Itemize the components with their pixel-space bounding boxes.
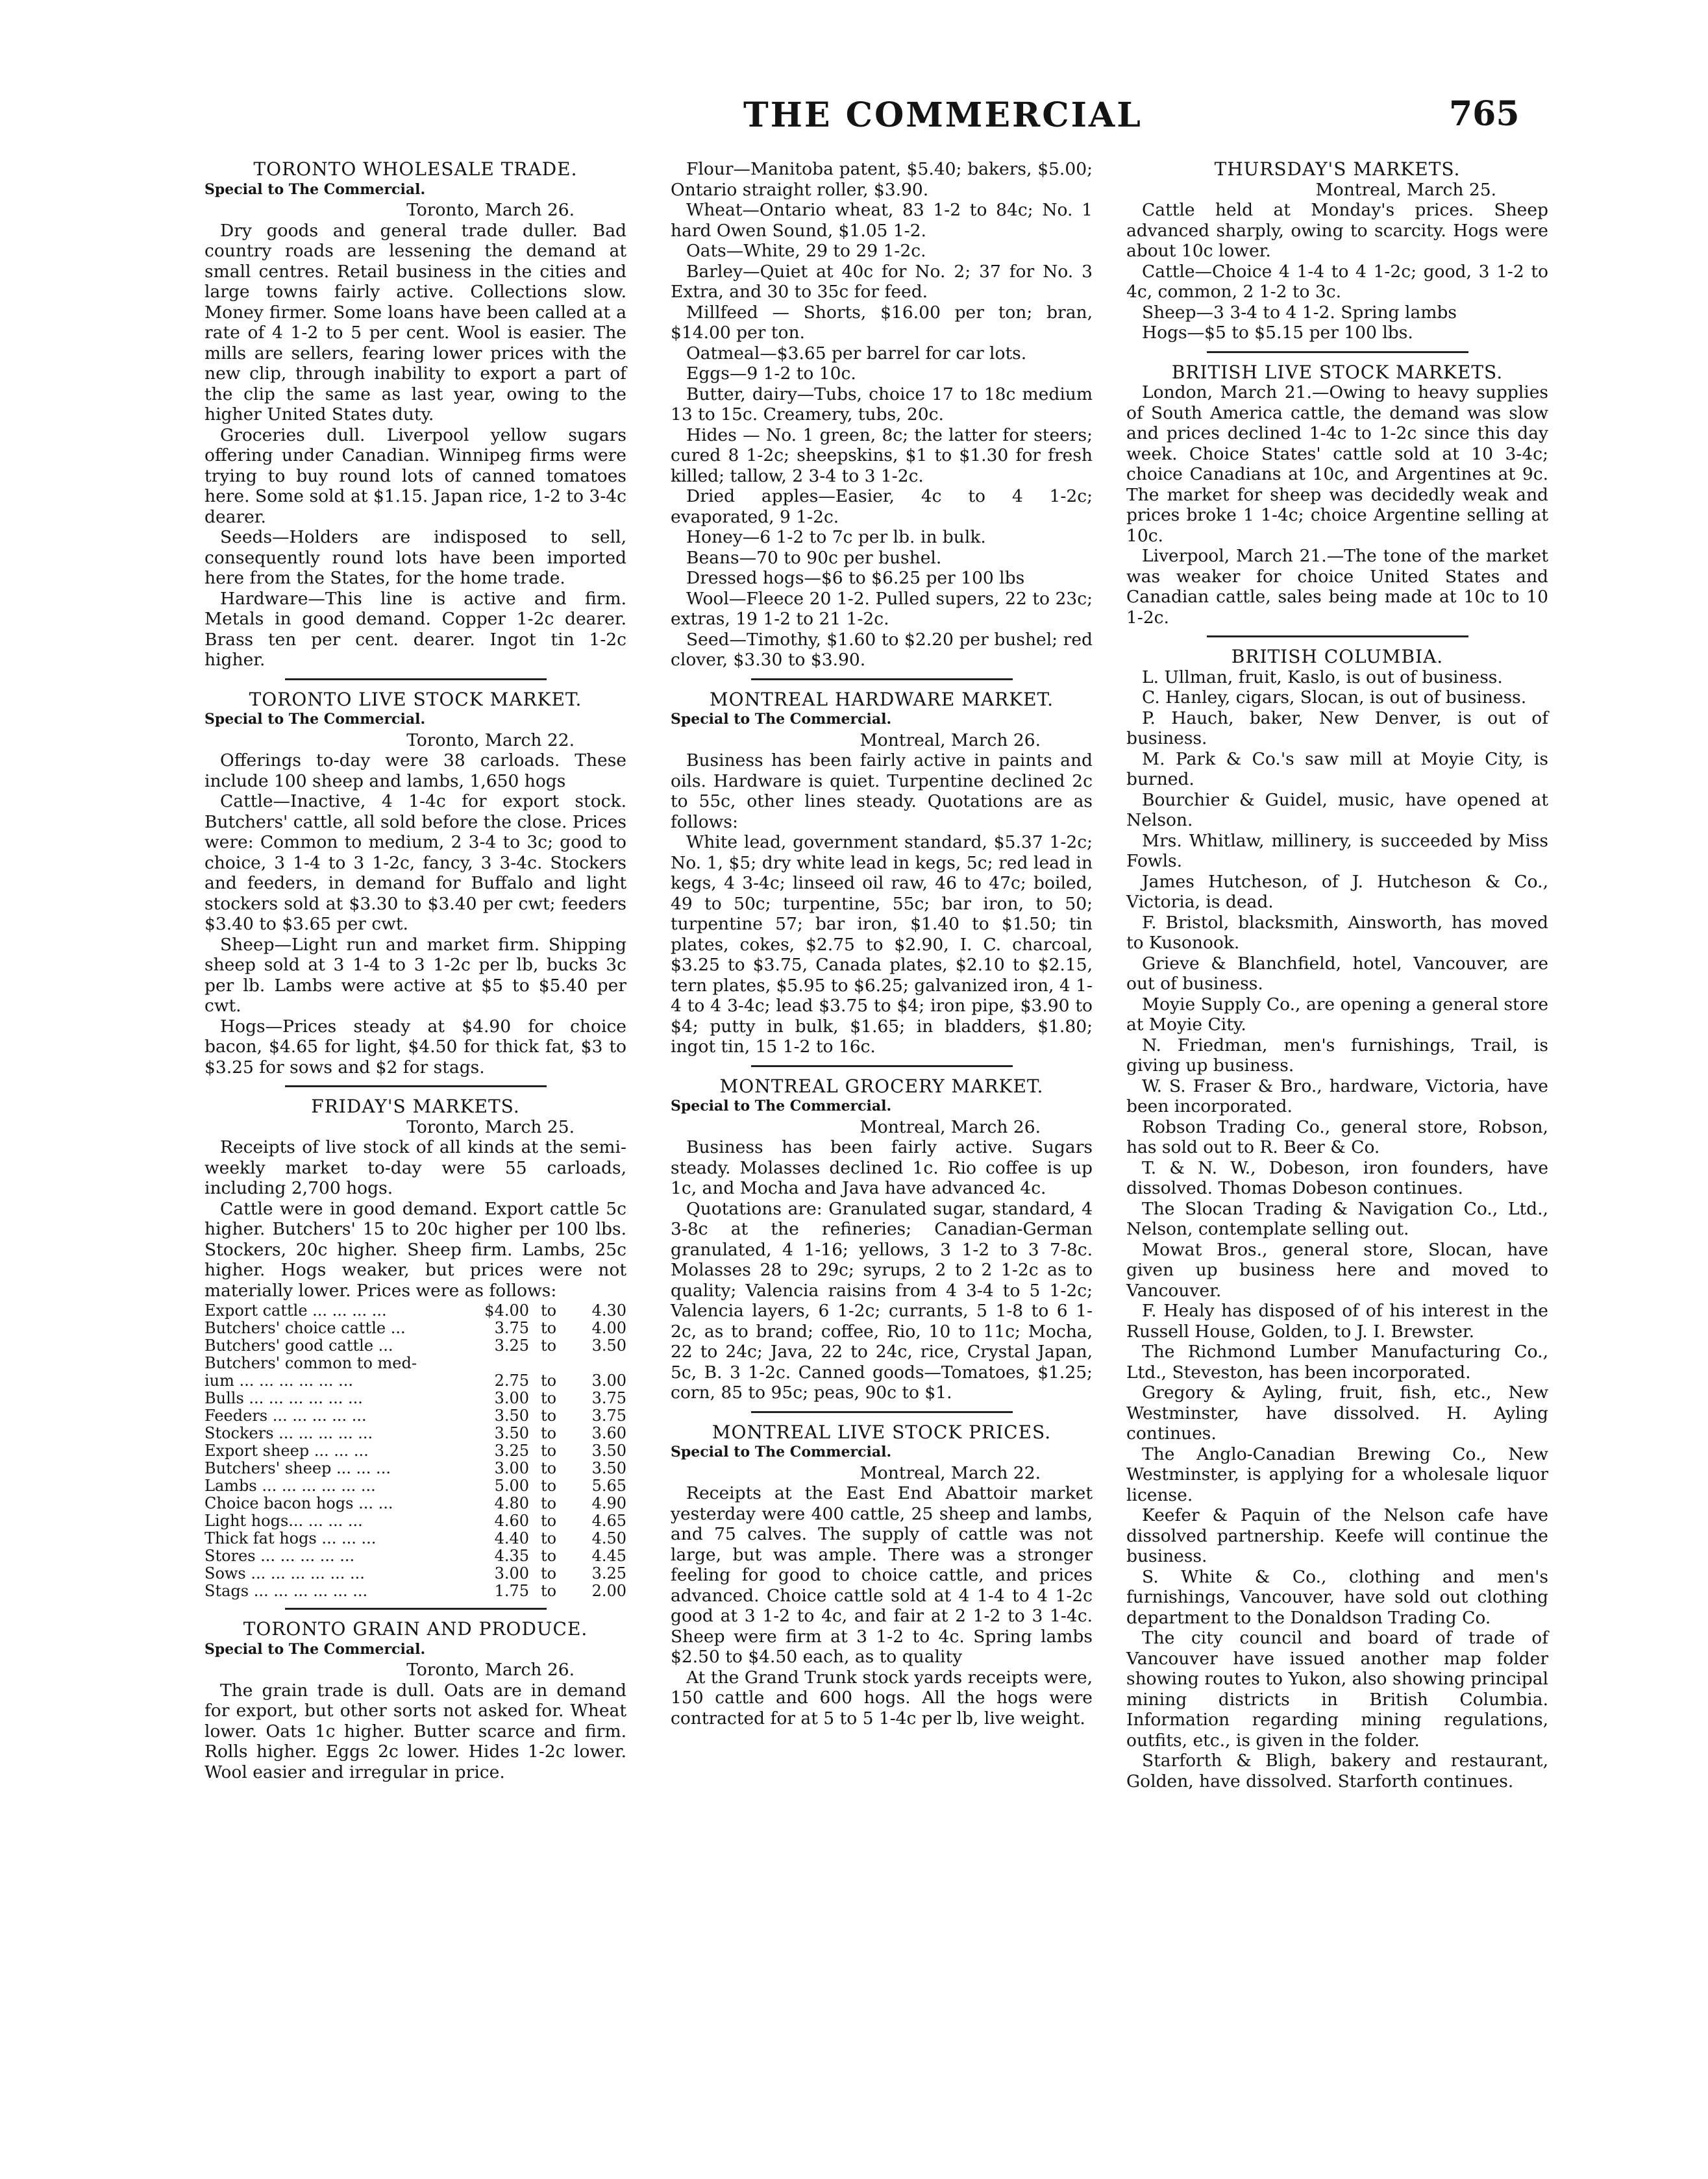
article-heading: THURSDAY'S MARKETS. bbox=[1214, 158, 1461, 180]
paragraph: F. Healy has disposed of of his interest in the Russell House, Golden, to J. I. Brewster. bbox=[1126, 1301, 1548, 1342]
paragraph: Offerings to-day were 38 carloads. These include 100 sheep and lambs, 1,650 hogs bbox=[204, 750, 626, 791]
paragraph: Hogs—Prices steady at $4.90 for choice bacon, $4.65 for light, $4.50 for thick fat, $3 to $3.25 for sows and $2 for stags. bbox=[204, 1016, 626, 1077]
paragraph: The grain trade is dull. Oats are in demand for export, but other sorts not asked for. Wheat lower. Oats 1c higher. Butter scarce and firm. Rolls higher. Eggs 2c lower. Hides 1-2c lower. Wool easier and irregular in price. bbox=[204, 1680, 626, 1782]
price-row bbox=[204, 1530, 626, 1547]
paragraph: Seeds—Holders are indisposed to sell, consequently round lots have been imported here from the States, for the home trade. bbox=[204, 527, 626, 588]
price-to: to bbox=[540, 1372, 557, 1390]
price-to: to bbox=[540, 1564, 557, 1582]
price-high: 3.50 bbox=[591, 1459, 626, 1477]
paragraph: Cattle—Inactive, 4 1-4c for export stock. Butchers' cattle, all sold before the close. Prices were: Common to medium, 2 3-4 to 3c; good to choice, 3 1-4 to 3 1-2c, fancy, 3 3-4c. Stockers and feeders, in demand for Buffalo and light stockers sold at $3.30 to $3.40 per cwt; feeders $3.40 to $3.65 per cwt. bbox=[204, 791, 626, 934]
price-row bbox=[204, 1477, 626, 1495]
paragraph: The city council and board of trade of Vancouver have issued another map folder showing routes to Yukon, also showing principal mining districts in British Columbia. Information regarding mining regulations, outfits, etc., is given in the folder. bbox=[1126, 1628, 1548, 1751]
price-row bbox=[204, 1512, 626, 1530]
paragraph: Keefer & Paquin of the Nelson cafe have dissolved partnership. Keefe will continue the business. bbox=[1126, 1505, 1548, 1566]
dateline: Montreal, March 22. bbox=[860, 1462, 1041, 1483]
price-low: 4.80 bbox=[494, 1494, 529, 1512]
price-item: Export cattle ... ... ... ... bbox=[204, 1301, 387, 1320]
paragraph: Mrs. Whitlaw, millinery, is succeeded by Miss Fowls. bbox=[1126, 830, 1548, 871]
paragraph: Dry goods and general trade duller. Bad country roads are lessening the demand at small centres. Retail business in the cities and large towns fairly active. Collections slow. Money firmer. Some loans have been called at a rate of 4 1-2 to 5 per cent. Wool is easier. The mills are sellers, fearing lower prices with the new clip, through inability to export a part of the clip the same as last year, owing to the higher United States duty. bbox=[204, 220, 626, 425]
paragraph: Millfeed — Shorts, $16.00 per ton; bran, $14.00 per ton. bbox=[671, 302, 1093, 343]
paragraph: Barley—Quiet at 40c for No. 2; 37 for No. 3 Extra, and 30 to 35c for feed. bbox=[671, 261, 1093, 302]
price-item: Choice bacon hogs ... ... bbox=[204, 1494, 393, 1512]
price-high: 3.50 bbox=[591, 1442, 626, 1460]
paragraph: Dressed hogs—$6 to $6.25 per 100 lbs bbox=[686, 568, 1025, 588]
price-low: 4.40 bbox=[494, 1529, 529, 1547]
price-to: to bbox=[540, 1319, 557, 1337]
price-row bbox=[204, 1565, 626, 1582]
price-item: Lambs ... ... ... ... ... ... bbox=[204, 1477, 376, 1495]
price-high: 3.00 bbox=[591, 1372, 626, 1390]
price-low: 5.00 bbox=[494, 1477, 529, 1495]
paragraph: Robson Trading Co., general store, Robson, has sold out to R. Beer & Co. bbox=[1126, 1116, 1548, 1157]
article bbox=[204, 159, 626, 671]
article-heading: TORONTO GRAIN AND PRODUCE. bbox=[243, 1618, 588, 1640]
price-low: 3.75 bbox=[494, 1319, 529, 1337]
price-high: 4.30 bbox=[591, 1301, 626, 1320]
paragraph: S. White & Co., clothing and men's furnishings, Vancouver, have sold out clothing department to the Donaldson Trading Co. bbox=[1126, 1566, 1548, 1628]
paragraph: Dried apples—Easier, 4c to 4 1-2c; evaporated, 9 1-2c. bbox=[671, 486, 1093, 527]
paragraph: Mowat Bros., general store, Slocan, have given up business here and moved to Vancouver. bbox=[1126, 1239, 1548, 1301]
section-rule bbox=[751, 1411, 1013, 1413]
article bbox=[204, 1096, 626, 1600]
price-item: Bulls ... ... ... ... ... ... bbox=[204, 1389, 363, 1407]
paragraph: C. Hanley, cigars, Slocan, is out of business. bbox=[1142, 687, 1527, 708]
section-rule bbox=[1207, 635, 1468, 637]
page-header bbox=[0, 88, 1708, 140]
paragraph: Bourchier & Guidel, music, have opened at Nelson. bbox=[1126, 789, 1548, 830]
section-rule bbox=[751, 1065, 1013, 1067]
price-high: 4.45 bbox=[591, 1547, 626, 1565]
article bbox=[671, 689, 1093, 1057]
article-heading: FRIDAY'S MARKETS. bbox=[311, 1096, 520, 1117]
paragraph: The Anglo-Canadian Brewing Co., New Westminster, is applying for a wholesale liquor license. bbox=[1126, 1444, 1548, 1505]
paragraph: Sheep—Light run and market firm. Shipping sheep sold at 3 1-4 to 3 1-2c per lb, bucks 3c per lb. Lambs were active at $5 to $5.40 per cwt. bbox=[204, 934, 626, 1016]
dateline: Toronto, March 26. bbox=[406, 200, 575, 220]
price-high: 3.75 bbox=[591, 1407, 626, 1425]
article-heading: TORONTO LIVE STOCK MARKET. bbox=[249, 688, 582, 710]
price-item: Stags ... ... ... ... ... ... bbox=[204, 1582, 368, 1600]
section-rule bbox=[285, 1085, 547, 1087]
paragraph: Groceries dull. Liverpool yellow sugars offering under Canadian. Winnipeg firms were trying to buy round lots of canned tomatoes here. Some sold at $1.15. Japan rice, 1-2 to 3-4c dearer. bbox=[204, 425, 626, 527]
paragraph: Hardware—This line is active and firm. Metals in good demand. Copper 1-2c dearer. Brass ten per cent. dearer. Ingot tin 1-2c higher. bbox=[204, 588, 626, 670]
price-item: Thick fat hogs ... ... ... bbox=[204, 1529, 377, 1547]
price-low: 3.50 bbox=[494, 1424, 529, 1442]
price-to: to bbox=[540, 1582, 557, 1600]
paragraph: Liverpool, March 21.—The tone of the market was weaker for choice United States and Canadian cattle, sales being made at 10c to 10 1-2c. bbox=[1126, 546, 1548, 628]
dateline: Montreal, March 26. bbox=[860, 1116, 1041, 1137]
price-high: 4.00 bbox=[591, 1319, 626, 1337]
article-heading: TORONTO WHOLESALE TRADE. bbox=[253, 158, 578, 180]
price-to: to bbox=[540, 1529, 557, 1547]
price-item: Butchers' choice cattle ... bbox=[204, 1319, 406, 1337]
price-to: to bbox=[540, 1512, 557, 1530]
price-high: 4.90 bbox=[591, 1494, 626, 1512]
price-to: to bbox=[540, 1336, 557, 1355]
section-rule bbox=[1207, 351, 1468, 353]
paragraph: Gregory & Ayling, fruit, fish, etc., New Westminster, have dissolved. H. Ayling continues. bbox=[1126, 1383, 1548, 1444]
paragraph: Quotations are: Granulated sugar, standard, 4 3-8c at the refineries; Canadian-German granulated, 4 1-16; yellows, 3 1-2 to 3 7-8c. Molasses 28 to 29c; syrups, 2 to 2 1-2c as to quality; Valencia raisins from 4 3-4 to 5 1-2c; Valencia layers, 6 1-2c; currants, 5 1-8 to 6 1-2c, as to brand; coffee, Rio, 10 to 11c; Mocha, 22 to 24c; Java, 22 to 24c, rice, Crystal Japan, 5c, B. 3 1-2c. Canned goods—Tomatoes, $1.25; corn, 85 to 95c; peas, 90c to $1. bbox=[671, 1198, 1093, 1403]
price-row bbox=[204, 1425, 626, 1442]
paragraph: Eggs—9 1-2 to 10c. bbox=[686, 363, 856, 384]
paragraph: N. Friedman, men's furnishings, Trail, is giving up business. bbox=[1126, 1035, 1548, 1076]
price-low: 3.00 bbox=[494, 1459, 529, 1477]
price-low: 2.75 bbox=[494, 1372, 529, 1390]
page-number: 765 bbox=[1449, 94, 1520, 134]
article-heading: BRITISH COLUMBIA. bbox=[1231, 646, 1444, 667]
price-high: 3.75 bbox=[591, 1389, 626, 1407]
price-low: 4.35 bbox=[494, 1547, 529, 1565]
price-table bbox=[204, 1302, 626, 1600]
paragraph: Cattle—Choice 4 1-4 to 4 1-2c; good, 3 1-2 to 4c, common, 2 1-2 to 3c. bbox=[1126, 261, 1548, 302]
paragraph: Receipts at the East End Abattoir market yesterday were 400 cattle, 25 sheep and lambs, and 75 calves. The supply of cattle was not large, but was ample. There was a stronger feeling for good to choice cattle, and prices advanced. Choice cattle sold at 4 1-4 to 4 1-2c good at 3 1-2 to 4c, and fair at 2 1-2 to 3 1-4c. Sheep were firm at 3 1-2 to 4c. Spring lambs $2.50 to $4.50 each, as to quality bbox=[671, 1483, 1093, 1667]
price-row bbox=[204, 1337, 626, 1355]
price-row bbox=[204, 1582, 626, 1600]
price-item: Butchers' sheep ... ... ... bbox=[204, 1459, 391, 1477]
price-low: 3.00 bbox=[494, 1564, 529, 1582]
paragraph: Starforth & Bligh, bakery and restaurant, Golden, have dissolved. Starforth continues. bbox=[1126, 1751, 1548, 1791]
price-low bbox=[471, 1355, 529, 1372]
paragraph: Grieve & Blanchfield, hotel, Vancouver, are out of business. bbox=[1126, 953, 1548, 994]
paragraph: Receipts of live stock of all kinds at the semi-weekly market to-day were 55 carloads, including 2,700 hogs. bbox=[204, 1137, 626, 1198]
paragraph: James Hutcheson, of J. Hutcheson & Co., Victoria, is dead. bbox=[1126, 871, 1548, 912]
paragraph: London, March 21.—Owing to heavy supplies of South America cattle, the demand was slow and prices declined 1-4c to 1-2c since this day week. Choice States' cattle sold at 10 3-4c; choice Canadians at 10c, and Argentines at 9c. The market for sheep was decidedly weak and prices broke 1 1-4c; choice Argentine selling at 10c. bbox=[1126, 382, 1548, 546]
paragraph: Hogs—$5 to $5.15 per 100 lbs. bbox=[1142, 323, 1413, 343]
paragraph: Cattle were in good demand. Export cattle 5c higher. Butchers' 15 to 20c higher per 100 lbs. Stockers, 20c higher. Sheep firm. Lambs, 25c higher. Hogs weaker, but prices were not materially lower. Prices were as follows: bbox=[204, 1198, 626, 1301]
price-row bbox=[204, 1302, 626, 1320]
price-high: 3.60 bbox=[591, 1424, 626, 1442]
price-row bbox=[204, 1547, 626, 1565]
paragraph: Hides — No. 1 green, 8c; the latter for steers; cured 8 1-2c; sheepskins, $1 to $1.30 for fresh killed; tallow, 2 3-4 to 3 1-2c. bbox=[671, 425, 1093, 486]
price-low: 4.60 bbox=[494, 1512, 529, 1530]
special-line: Special to The Commercial. bbox=[671, 711, 892, 728]
article bbox=[671, 1422, 1093, 1729]
price-row bbox=[204, 1390, 626, 1407]
paragraph: M. Park & Co.'s saw mill at Moyie City, is burned. bbox=[1126, 748, 1548, 789]
price-low: $4.00 bbox=[484, 1301, 529, 1320]
price-low: 3.50 bbox=[494, 1407, 529, 1425]
price-high: 2.00 bbox=[591, 1582, 626, 1600]
price-row bbox=[204, 1407, 626, 1425]
column-3 bbox=[1126, 159, 1548, 1799]
paragraph: T. & N. W., Dobeson, iron founders, have dissolved. Thomas Dobeson continues. bbox=[1126, 1157, 1548, 1198]
section-rule bbox=[285, 678, 547, 680]
special-line: Special to The Commercial. bbox=[204, 711, 426, 728]
special-line: Special to The Commercial. bbox=[671, 1098, 892, 1114]
price-row bbox=[204, 1355, 626, 1372]
special-line: Special to The Commercial. bbox=[204, 1640, 426, 1658]
price-to: to bbox=[540, 1477, 557, 1495]
price-to bbox=[529, 1355, 568, 1372]
price-high: 3.25 bbox=[591, 1564, 626, 1582]
article-heading: BRITISH LIVE STOCK MARKETS. bbox=[1171, 361, 1504, 383]
price-high: 4.50 bbox=[591, 1529, 626, 1547]
price-item: ium ... ... ... ... ... ... bbox=[204, 1372, 353, 1390]
column-2 bbox=[671, 159, 1093, 1736]
price-row bbox=[204, 1442, 626, 1460]
price-row bbox=[204, 1495, 626, 1512]
paragraph: Flour—Manitoba patent, $5.40; bakers, $5.00; Ontario straight roller, $3.90. bbox=[671, 159, 1093, 200]
paragraph: The Richmond Lumber Manufacturing Co., Ltd., Steveston, has been incorporated. bbox=[1126, 1342, 1548, 1383]
paragraph: Oats—White, 29 to 29 1-2c. bbox=[686, 241, 926, 261]
price-high: 3.50 bbox=[591, 1336, 626, 1355]
price-to: to bbox=[540, 1301, 557, 1320]
paragraph: The Slocan Trading & Navigation Co., Ltd., Nelson, contemplate selling out. bbox=[1126, 1198, 1548, 1239]
price-low: 1.75 bbox=[494, 1582, 529, 1600]
price-low: 3.00 bbox=[494, 1389, 529, 1407]
paragraph: Oatmeal—$3.65 per barrel for car lots. bbox=[686, 343, 1027, 363]
paragraph: L. Ullman, fruit, Kaslo, is out of business. bbox=[1142, 667, 1503, 687]
price-low: 3.25 bbox=[494, 1442, 529, 1460]
price-row bbox=[204, 1460, 626, 1477]
price-to: to bbox=[540, 1407, 557, 1425]
paragraph: P. Hauch, baker, New Denver, is out of business. bbox=[1126, 708, 1548, 748]
price-item: Export sheep ... ... ... bbox=[204, 1442, 369, 1460]
paragraph: Butter, dairy—Tubs, choice 17 to 18c medium 13 to 15c. Creamery, tubs, 20c. bbox=[671, 384, 1093, 425]
dateline: Montreal, March 26. bbox=[860, 730, 1041, 750]
price-item: Butchers' common to med- bbox=[204, 1354, 417, 1372]
price-item: Stockers ... ... ... ... ... bbox=[204, 1424, 373, 1442]
paragraph: At the Grand Trunk stock yards receipts were, 150 cattle and 600 hogs. All the hogs were contracted for at 5 to 5 1-4c per lb, live weight. bbox=[671, 1667, 1093, 1729]
dateline: Toronto, March 25. bbox=[406, 1116, 575, 1137]
article bbox=[671, 1076, 1093, 1403]
article-heading: MONTREAL GROCERY MARKET. bbox=[719, 1075, 1044, 1097]
price-item: Sows ... ... ... ... ... ... bbox=[204, 1564, 365, 1582]
dateline: Toronto, March 26. bbox=[406, 1660, 575, 1680]
price-item: Stores ... ... ... ... ... bbox=[204, 1547, 355, 1565]
paragraph: Sheep—3 3-4 to 4 1-2. Spring lambs bbox=[1142, 302, 1457, 323]
paragraph: Honey—6 1-2 to 7c per lb. in bulk. bbox=[686, 527, 986, 547]
publication-title: THE COMMERCIAL bbox=[743, 95, 1143, 135]
price-to: to bbox=[540, 1424, 557, 1442]
article bbox=[204, 1619, 626, 1782]
price-high: 5.65 bbox=[591, 1477, 626, 1495]
paragraph: Business has been fairly active in paints and oils. Hardware is quiet. Turpentine declined 2c to 55c, other lines steady. Quotations are as follows: bbox=[671, 750, 1093, 832]
paragraph: F. Bristol, blacksmith, Ainsworth, has moved to Kusonook. bbox=[1126, 912, 1548, 953]
paragraph: Seed—Timothy, $1.60 to $2.20 per bushel; red clover, $3.30 to $3.90. bbox=[671, 629, 1093, 670]
price-low: 3.25 bbox=[494, 1336, 529, 1355]
paragraph: Wool—Fleece 20 1-2. Pulled supers, 22 to 23c; extras, 19 1-2 to 21 1-2c. bbox=[671, 588, 1093, 629]
article bbox=[1126, 159, 1548, 343]
dateline: Montreal, March 25. bbox=[1315, 179, 1496, 200]
price-to: to bbox=[540, 1547, 557, 1565]
price-high: 4.65 bbox=[591, 1512, 626, 1530]
article-heading: MONTREAL LIVE STOCK PRICES. bbox=[712, 1421, 1052, 1443]
paragraph: W. S. Fraser & Bro., hardware, Victoria, have been incorporated. bbox=[1126, 1076, 1548, 1116]
paragraph: White lead, government standard, $5.37 1-2c; No. 1, $5; dry white lead in kegs, 5c; red lead in kegs, 4 3-4c; linseed oil raw, 46 to 47c; boiled, 49 to 50c; turpentine, 55c; bar iron, to 50; turpentine 57; bar iron, $1.40 to $1.50; tin plates, cokes, $2.75 to $2.90, I. C. charcoal, $3.25 to $3.75, Canada plates, $2.10 to $2.15, tern plates, $5.95 to $6.25; galvanized iron, 4 1-4 to 4 3-4c; lead $3.75 to $4; iron pipe, $3.90 to $4; putty in bulk, $1.65; in bladders, $1.80; ingot tin, 15 1-2 to 16c. bbox=[671, 832, 1093, 1057]
article bbox=[671, 159, 1093, 671]
column-1 bbox=[204, 159, 626, 1790]
dateline: Toronto, March 22. bbox=[406, 730, 575, 750]
price-to: to bbox=[540, 1389, 557, 1407]
price-item: Light hogs... ... ... ... bbox=[204, 1512, 363, 1530]
special-line: Special to The Commercial. bbox=[671, 1444, 892, 1460]
paragraph: Wheat—Ontario wheat, 83 1-2 to 84c; No. 1 hard Owen Sound, $1.05 1-2. bbox=[671, 200, 1093, 241]
section-rule bbox=[285, 1608, 547, 1610]
price-item: Feeders ... ... ... ... ... bbox=[204, 1407, 367, 1425]
article-heading: MONTREAL HARDWARE MARKET. bbox=[709, 688, 1054, 710]
price-row bbox=[204, 1372, 626, 1390]
paragraph: Moyie Supply Co., are opening a general store at Moyie City. bbox=[1126, 994, 1548, 1035]
price-row bbox=[204, 1320, 626, 1337]
article bbox=[1126, 362, 1548, 628]
special-line: Special to The Commercial. bbox=[204, 180, 426, 198]
price-item: Butchers' good cattle ... bbox=[204, 1336, 393, 1355]
price-to: to bbox=[540, 1459, 557, 1477]
paragraph: Business has been fairly active. Sugars steady. Molasses declined 1c. Rio coffee is up 1c, and Mocha and Java have advanced 4c. bbox=[671, 1137, 1093, 1198]
section-rule bbox=[751, 678, 1013, 680]
price-high bbox=[568, 1355, 626, 1372]
paragraph: Cattle held at Monday's prices. Sheep advanced sharply, owing to scarcity. Hogs were about 10c lower. bbox=[1126, 200, 1548, 261]
article bbox=[204, 689, 626, 1078]
price-to: to bbox=[540, 1494, 557, 1512]
price-to: to bbox=[540, 1442, 557, 1460]
article bbox=[1126, 646, 1548, 1791]
paragraph: Beans—70 to 90c per bushel. bbox=[686, 547, 942, 568]
